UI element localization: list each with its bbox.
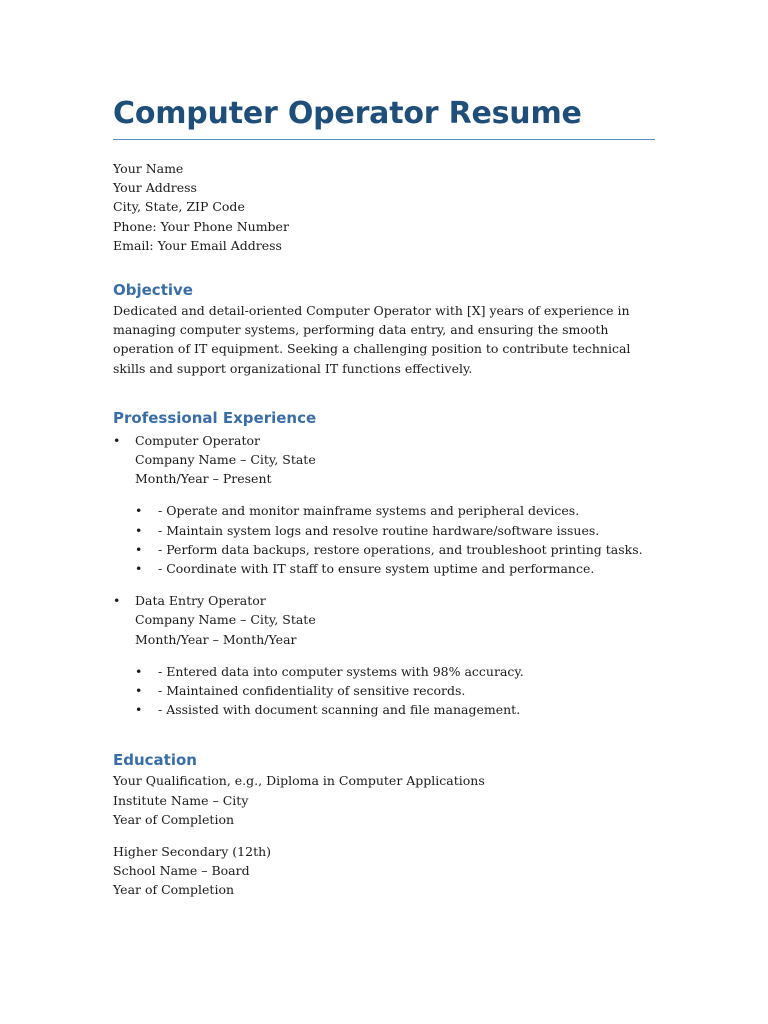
bullet-icon: • xyxy=(135,683,143,699)
duty-item xyxy=(135,662,655,681)
education-entry xyxy=(113,771,655,829)
contact-block xyxy=(113,159,655,255)
objective-section xyxy=(113,279,655,378)
education-heading: Education xyxy=(113,751,197,770)
education-entry xyxy=(113,842,655,900)
contact-email: Email: Your Email Address xyxy=(113,237,282,253)
duty-item xyxy=(135,681,655,700)
contact-address: Your Address xyxy=(113,180,197,196)
duty-text: - Coordinate with IT staff to ensure system uptime and performance. xyxy=(158,561,595,577)
job-title: Computer Operator xyxy=(135,432,260,448)
job-dates: Month/Year – Present xyxy=(135,471,272,487)
job-entry xyxy=(113,591,655,719)
education-qualification: Your Qualification, e.g., Diploma in Computer Applications xyxy=(113,773,485,789)
duty-text: - Maintained confidentiality of sensitive records. xyxy=(158,683,466,699)
bullet-icon: • xyxy=(135,503,143,519)
job-duties-list xyxy=(113,501,655,578)
education-institute: School Name – Board xyxy=(113,863,250,879)
bullet-icon: • xyxy=(113,593,121,609)
document-title: Computer Operator Resume xyxy=(113,96,655,140)
duty-item xyxy=(135,559,655,578)
bullet-icon: • xyxy=(135,702,143,718)
job-dates: Month/Year – Month/Year xyxy=(135,631,297,647)
education-section xyxy=(113,749,655,899)
duty-item xyxy=(135,700,655,719)
contact-phone: Phone: Your Phone Number xyxy=(113,218,289,234)
experience-heading: Professional Experience xyxy=(113,408,317,427)
job-entry xyxy=(113,431,655,578)
duty-item xyxy=(135,521,655,540)
duty-text: - Entered data into computer systems with 98% accuracy. xyxy=(158,663,524,679)
bullet-icon: • xyxy=(135,561,143,577)
duty-item xyxy=(135,540,655,559)
duty-text: - Perform data backups, restore operations, and troubleshoot printing tasks. xyxy=(158,541,643,557)
resume-document xyxy=(113,96,655,900)
duty-text: - Assisted with document scanning and file management. xyxy=(158,702,521,718)
job-header xyxy=(113,591,655,649)
duty-text: - Operate and monitor mainframe systems and peripheral devices. xyxy=(158,503,580,519)
education-year: Year of Completion xyxy=(113,811,235,827)
job-company: Company Name – City, State xyxy=(135,612,316,628)
objective-text: Dedicated and detail-oriented Computer Operator with [X] years of experience in managing computer systems, performing data entry, and ensuring the smooth operation of IT equipment. Seeking a challenging position to contribute technical skills and support organizational IT functions effectively. xyxy=(113,303,631,376)
job-title: Data Entry Operator xyxy=(135,593,266,609)
education-qualification: Higher Secondary (12th) xyxy=(113,844,272,860)
bullet-icon: • xyxy=(135,663,143,679)
contact-city-state-zip: City, State, ZIP Code xyxy=(113,199,245,215)
job-company: Company Name – City, State xyxy=(135,452,316,468)
education-year: Year of Completion xyxy=(113,882,235,898)
bullet-icon: • xyxy=(113,432,121,448)
experience-section xyxy=(113,407,655,720)
bullet-icon: • xyxy=(135,522,143,538)
duty-item xyxy=(135,501,655,520)
objective-heading: Objective xyxy=(113,281,193,300)
job-header xyxy=(113,431,655,489)
contact-name: Your Name xyxy=(113,161,184,176)
bullet-icon: • xyxy=(135,541,143,557)
education-institute: Institute Name – City xyxy=(113,792,249,808)
job-duties-list xyxy=(113,662,655,720)
duty-text: - Maintain system logs and resolve routine hardware/software issues. xyxy=(158,522,600,538)
